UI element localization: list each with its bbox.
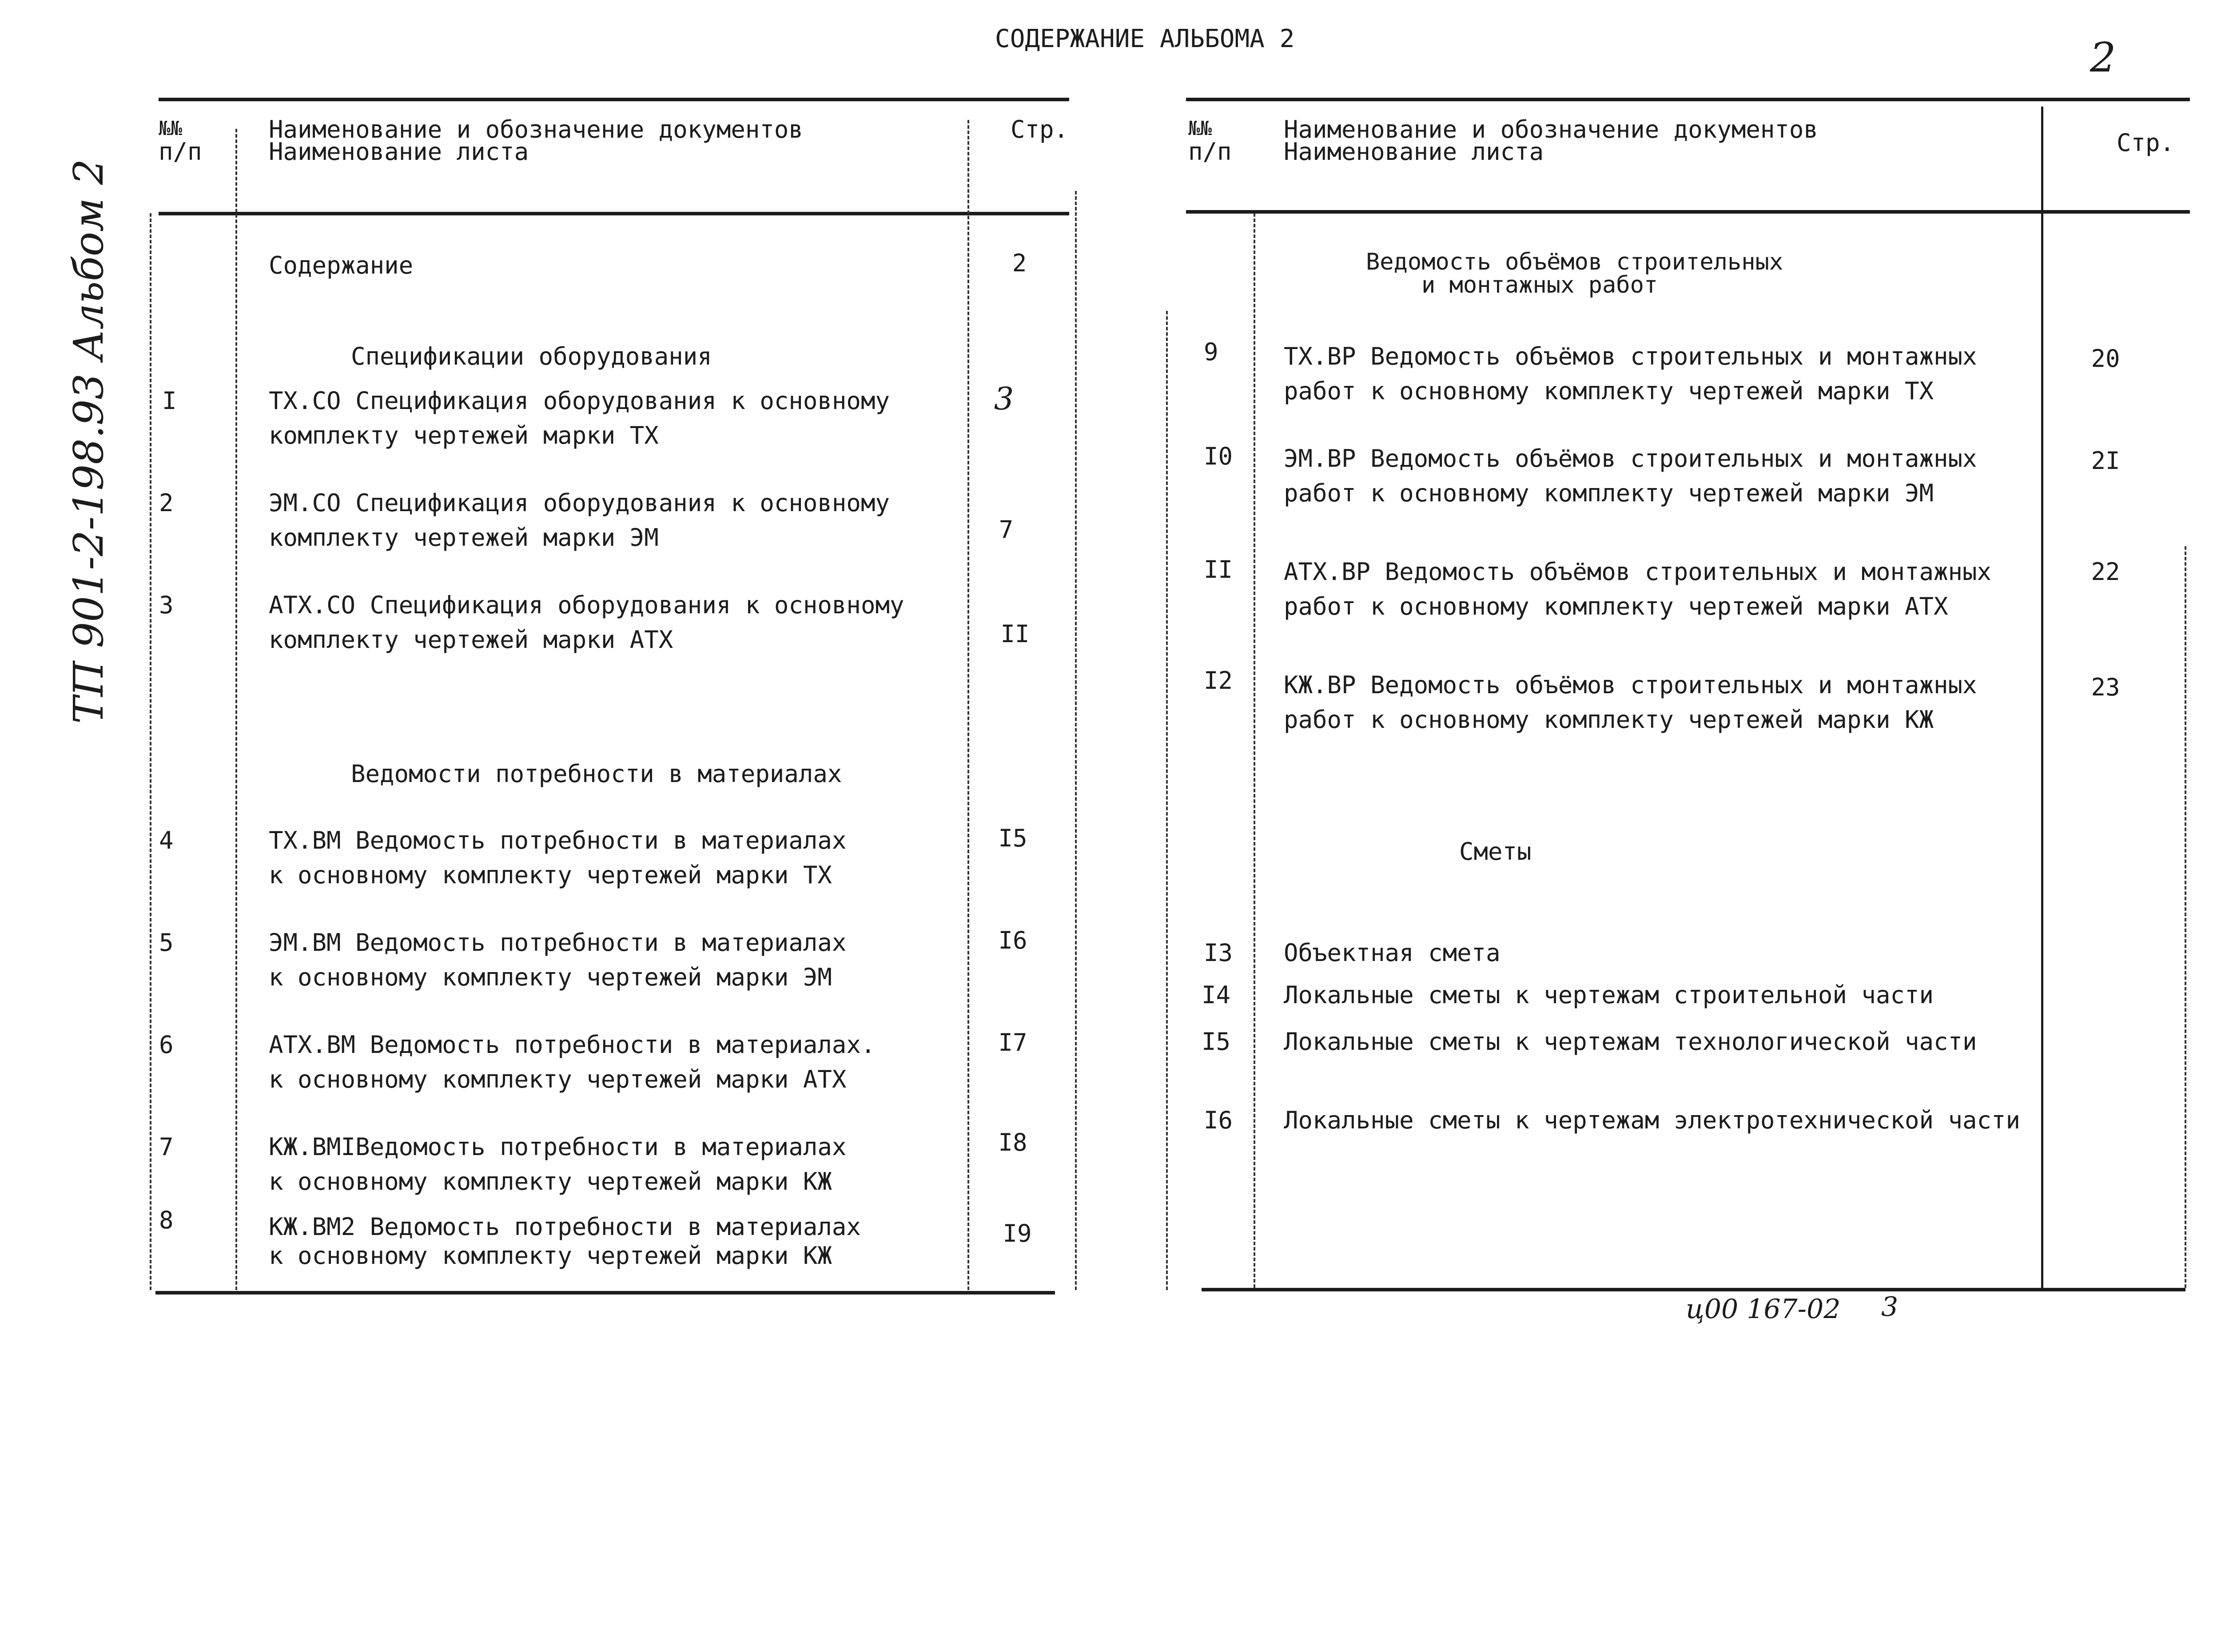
row-page: I9 <box>1003 1219 1032 1247</box>
row-title-line1: Локальные сметы к чертежам строительной части <box>1284 981 1934 1009</box>
left-header-rule <box>159 212 1069 215</box>
row-page: 22 <box>2091 558 2120 586</box>
right-outer-border <box>1166 311 1168 1290</box>
row-title-line1: ЭМ.ВМ Ведомость потребности в материалах <box>269 929 847 957</box>
footer-sheet-number: 3 <box>1881 1291 1899 1322</box>
right-bottom-rule <box>1202 1288 2185 1291</box>
row-page: 20 <box>2091 345 2120 373</box>
right-num-divider <box>1254 213 1255 1288</box>
row-title-line1: КЖ.ВР Ведомость объёмов строительных и монтажных <box>1284 671 1977 699</box>
row-title-line2: к основному комплекту чертежей марки ЭМ <box>269 963 832 991</box>
row-title-line2: работ к основному комплекту чертежей марки АТХ <box>1284 592 1948 620</box>
row-page: 2I <box>2091 447 2120 475</box>
row-title-line2: к основному комплекту чертежей марки КЖ <box>269 1168 832 1195</box>
row-title-line1: АТХ.ВР Ведомость объёмов строительных и монтажных <box>1284 558 1992 586</box>
row-title-line1: Локальные сметы к чертежам технологической части <box>1284 1028 1977 1056</box>
row-number: 4 <box>159 826 174 854</box>
row-page: I6 <box>998 926 1027 954</box>
row-title-line1: КЖ.ВМIВедомость потребности в материалах <box>269 1133 847 1161</box>
contents-page: 2 <box>1012 249 1027 277</box>
row-number: 5 <box>159 929 174 957</box>
row-page: 3 <box>994 381 1014 417</box>
row-title-line1: ЭМ.СО Спецификация оборудования к основному <box>269 489 890 517</box>
row-title-line1: ТХ.СО Спецификация оборудования к основному <box>269 387 890 415</box>
row-page: I8 <box>998 1128 1027 1156</box>
section-heading-estimates: Сметы <box>1459 838 1532 866</box>
right-header-rule <box>1186 210 2190 214</box>
row-title-line1: КЖ.ВМ2 Ведомость потребности в материалах <box>269 1213 861 1241</box>
row-page: 23 <box>2091 673 2120 701</box>
row-title-line2: комплекту чертежей марки ЭМ <box>269 524 659 552</box>
section-heading-materials: Ведомости потребности в материалах <box>351 760 842 788</box>
row-title-line2: работ к основному комплекту чертежей марки КЖ <box>1284 706 1934 734</box>
page-number: 2 <box>2090 34 2116 81</box>
row-title-line1: Локальные сметы к чертежам электротехнической части <box>1284 1106 2021 1134</box>
section-heading-volumes-line1: Ведомость объёмов строительных <box>1366 249 1783 275</box>
row-title-line1: АТХ.ВМ Ведомость потребности в материалах. <box>269 1031 876 1059</box>
right-page-divider <box>2041 107 2043 1288</box>
left-right-border <box>1075 191 1077 1290</box>
row-number: 9 <box>1204 338 1218 366</box>
row-page: I7 <box>998 1029 1027 1056</box>
row-title-line2: к основному комплекту чертежей марки АТХ <box>269 1065 847 1093</box>
row-title-line2: комплекту чертежей марки АТХ <box>269 626 673 654</box>
row-number: I4 <box>1202 981 1231 1009</box>
row-number: II <box>1204 556 1233 584</box>
right-top-rule <box>1186 98 2190 101</box>
row-number: 6 <box>159 1031 174 1059</box>
right-col-name-line2: Наименование листа <box>1284 138 1544 166</box>
row-number: 3 <box>159 591 174 619</box>
row-title-line1: ТХ.ВР Ведомость объёмов строительных и монтажных <box>1284 342 1977 370</box>
page-title: СОДЕРЖАНИЕ АЛЬБОМА 2 <box>995 24 1295 53</box>
left-col-name-line2: Наименование листа <box>269 138 529 166</box>
row-title-line2: работ к основному комплекту чертежей марки ТХ <box>1284 377 1934 405</box>
row-title-line1: АТХ.СО Спецификация оборудования к основному <box>269 591 904 619</box>
row-title-line2: к основному комплекту чертежей марки КЖ <box>269 1242 832 1270</box>
left-col-num-line2: п/п <box>159 138 202 166</box>
left-page-divider <box>967 120 969 1290</box>
left-outer-border <box>150 213 151 1290</box>
row-title-line2: работ к основному комплекту чертежей марки ЭМ <box>1284 479 1934 507</box>
right-col-num-line1: №№ <box>1188 117 1212 140</box>
section-heading-equipment: Спецификации оборудования <box>351 342 712 370</box>
row-title-line1: ЭМ.ВР Ведомость объёмов строительных и монтажных <box>1284 445 1977 473</box>
left-col-num-line1: №№ <box>159 117 182 140</box>
right-col-page: Стр. <box>2117 129 2175 157</box>
contents-label: Содержание <box>269 251 414 279</box>
row-number: I3 <box>1204 939 1233 967</box>
row-title-line2: комплекту чертежей марки ТХ <box>269 421 659 449</box>
margin-note: ТП 901-2-198.93 Альбом 2 <box>65 159 112 724</box>
row-number: I2 <box>1204 667 1233 695</box>
row-number: 2 <box>159 489 174 517</box>
left-col-page: Стр. <box>1011 115 1069 143</box>
row-number: I5 <box>1202 1028 1231 1056</box>
row-number: 8 <box>159 1206 174 1234</box>
left-num-divider <box>235 129 237 1290</box>
row-page: I5 <box>998 824 1027 852</box>
left-bottom-rule <box>155 1291 1055 1295</box>
left-col-name-line1: Наименование и обозначение документов <box>269 115 803 143</box>
row-title-line2: к основному комплекту чертежей марки ТХ <box>269 861 832 889</box>
footer-code: ц00 167-02 <box>1686 1294 1841 1325</box>
row-number: 7 <box>159 1133 174 1161</box>
row-title-line1: ТХ.ВМ Ведомость потребности в материалах <box>269 826 847 854</box>
right-col-name-line1: Наименование и обозначение документов <box>1284 115 1818 143</box>
left-top-rule <box>159 98 1069 101</box>
row-number: I6 <box>1204 1106 1233 1134</box>
right-col-num-line2: п/п <box>1188 138 1232 166</box>
row-number: I <box>162 387 177 415</box>
row-title-line1: Объектная смета <box>1284 939 1501 967</box>
row-page: 7 <box>999 516 1014 544</box>
row-number: I0 <box>1204 442 1233 470</box>
right-right-border <box>2185 546 2186 1288</box>
row-page: II <box>1000 620 1030 648</box>
section-heading-volumes-line2: и монтажных работ <box>1421 272 1658 298</box>
